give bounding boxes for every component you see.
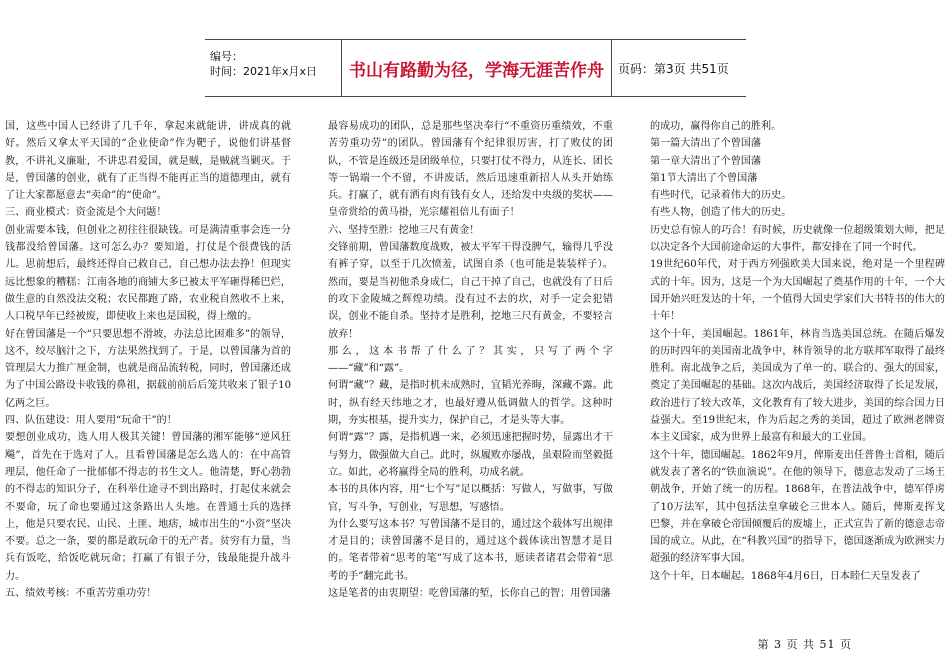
paragraph: 创业需要本钱，但创业之初往往很缺钱。可是满清重事会连一分钱都没给曾国藩。这可怎么办？要知道，打仗是个很费钱的活儿。思前想后，最终还得自己救自己，自己想办法去挣！但现实远比想象的糟糕：江南各地的商铺大多已被太平军砸得稀巴烂，做生意的自然没法交税；农民都跑了路，农业税自然收不上来，人口税早年已经被废，即使收上来也是国税，得上缴的。 [5, 224, 291, 323]
paragraph: 最容易成功的团队，总是那些坚决奉行“不重资历重绩效，不重苦劳重功劳”的团队。曾国藩有个纪律很厉害，打了败仗的团队，不管是连级还是团级单位，只要打仗不得力，从连长、团长等一锅端一个不留，不讲废话，然后迅速重新招人从头开始练兵。打赢了，就有洒有肉有钱有女人，还给发中央级的奖状——皇帝赏给的黄马褂，光宗耀祖倍儿有面子！ [328, 121, 613, 219]
section-heading: 第一篇大清出了个曾国藩 [650, 138, 762, 150]
header-motto: 书山有路勤为径，学海无涯苦作舟 [342, 40, 612, 96]
paragraph: 那么，这本书帮了什么了？其实，只写了两个字——“藏”和“露”。 [328, 345, 613, 375]
text-column-2 [328, 118, 613, 602]
header-page-info: 页码：第3页 共51页 [618, 61, 729, 76]
section-heading: 第1节大清出了个曾国藩 [650, 172, 758, 184]
page-footer: 第 3 页 共 51 页 [757, 638, 852, 651]
paragraph: 这是笔者的由衷期望：吃曾国藩的堑，长你自己的智；用曾国藩 [328, 588, 611, 600]
section-heading: 五、绩效考核：不重苦劳重功劳！ [5, 588, 157, 600]
section-heading: 第一章大清出了个曾国藩 [650, 155, 762, 167]
paragraph: 本书的具体内容，用“七个写”足以概括：写做人，写做事，写做官，写斗争，写创业，写思想，写感悟。 [328, 484, 613, 513]
paragraph: 何谓“藏”？藏，是指时机未成熟时，宜韬光养晦，深藏不露。此时，纵有经天纬地之才，也最好遵从低调做人的哲学。这种时期，夯实根基，提升实力，保护自己，才是头等大事。 [328, 380, 613, 427]
paragraph: 有些时代，记录着伟大的历史。 [650, 190, 792, 202]
text-column-1 [5, 118, 291, 602]
header-meta [205, 40, 342, 96]
paragraph: 交锋前期，曾国藩数度战败，被太平军干得没脾气，输得几乎没有裤子穿，以至于几次愤羞，试图自杀（也可能是装装样子）。然而，要是当初他杀身成仁，自己干掉了自己，也就没有了日后的攻下金陵城之辉煌功绩。没有过不去的坎，对手一定会犯错误，创业不能自杀。坚持才是胜利，挖地三尺有黄金，不要轻言放弃！ [328, 242, 613, 340]
paragraph: 国，这些中国人已经讲了几千年，拿起来就能讲，讲成真的就好。然后又拿太平天国的“企业使命”作为靶子，说他们讲基督教，不讲礼义廉耻，不讲忠君爱国，就是贼，是贼就当剿灭。于是，曾国藩的创业，就有了正当得不能再正当的道德理由，就有了让大家都愿意去“卖命”的“使命”。 [5, 121, 291, 202]
time-label: 时间：2021年x月x日 [210, 65, 318, 78]
section-heading: 三、商业模式：资金流是个大问题！ [5, 207, 167, 219]
paragraph: 好在曾国藩是一个“只要思想不滑坡，办法总比困难多”的领导，这不，绞尽脑汁之下，方法果然找到了。于是，以曾国藩为首的管理层大力推广厘金制，也就是商品流转税，同时，曾国藩还成为了中国公路设卡收钱的鼻祖，据载前前后后笼共收来了银子10亿两之巨。 [5, 328, 291, 409]
text-column-3 [650, 118, 945, 585]
paragraph: 这个十年，日本崛起。1868年4月6日，日本睦仁天皇发表了 [650, 570, 921, 582]
paragraph: 为什么要写这本书？写曾国藩不是目的，通过这个载体写出规律才是目的；读曾国藩不是目的，通过这个载体读出智慧才是目的。笔者带着“思考的笔”写成了这本书，愿读者诸君会带着“思考的手”翻完此书。 [328, 518, 613, 582]
paragraph: 历史总有惊人的巧合！有时候，历史就像一位超级策划大师，把足以决定各个大国前途命运的大事件，都安排在了同一个时代。 [650, 224, 945, 254]
paragraph: 有些人物，创造了伟大的历史。 [650, 207, 792, 219]
paragraph: 这个十年，美国崛起。1861年，林肯当选美国总统。在随后爆发的历时四年的美国南北战争中，林肯领导的北方联邦军取得了最终胜利。南北战争之后，美国成为了单一的、联合的、强大的国家，奠定了美国崛起的基础。这次内战后，美国经济取得了长足发展，政治进行了较大改革，文化教育有了较大进步，美国的综合国力日益强大。至19世纪末，作为后起之秀的美国，超过了欧洲老牌资本主义国家，成为世界上最富有和最大的工业国。 [650, 328, 945, 444]
paragraph: 19世纪60年代，对于西方列强欧美大国来说，绝对是一个里程碑式的十年。因为，这是一个为大国崛起了奠基作用的十年，一个大国开始兴旺发达的十年，一个值得大国史学家们大书特书的伟大的十年！ [650, 259, 945, 323]
page-header [205, 39, 746, 97]
section-heading: 四、队伍建设：用人要用“玩命干”的！ [5, 415, 177, 427]
paragraph: 的成功，赢得你自己的胜利。 [650, 121, 782, 132]
paragraph: 要想创业成功，选人用人极其关键！曾国藩的湘军能够“逆风狂飚”，首先在于选对了人。且看曾国藩是怎么选人的：在中高管理层，他任命了一批郁郁不得志的书生文人。他清楚，野心勃勃的不得志的知识分子，在科举仕途寻不到出路时，打起仗来就会不要命，玩了命也要通过这条路出人头地。在普通士兵的选择上，他是只要农民、山民、土匪、地痞，城市出生的“小资”坚决不要。总之一条，要的都是敢玩命干的无产者。贫穷有力量，当兵有饭吃，给饭吃就玩命；打赢了有银子分，钱最能提升战斗力。 [5, 432, 291, 582]
section-heading: 六、坚持至胜：挖地三尺有黄金！ [328, 224, 480, 236]
paragraph: 何谓“露”？露，是指机遇一来，必须迅速把握时势，显露出才干与努力，做强做大自己。此时，纵履败亦屡战，虽艰险而坚毅挺立。如此，必将赢得全局的胜利，功成名就。 [328, 432, 613, 478]
code-label: 编号： [210, 50, 243, 63]
paragraph: 这个十年，德国崛起。1862年9月，俾斯麦出任普鲁士首相，随后就发表了著名的“铁血演说”。在他的领导下，德意志发动了三场王朝战争，开始了统一的历程。1868年，在普法战争中，德军俘虏了10万法军，其中包括法皇拿破仑三世本人。随后，俾斯麦挥戈巴黎，并在拿破仑帝国倾覆后的废墟上，正式宣告了新的德意志帝国的成立。从此，在“科教兴国”的指导下，德国逐渐成为欧洲实力超强的经济军事大国。 [650, 449, 945, 565]
